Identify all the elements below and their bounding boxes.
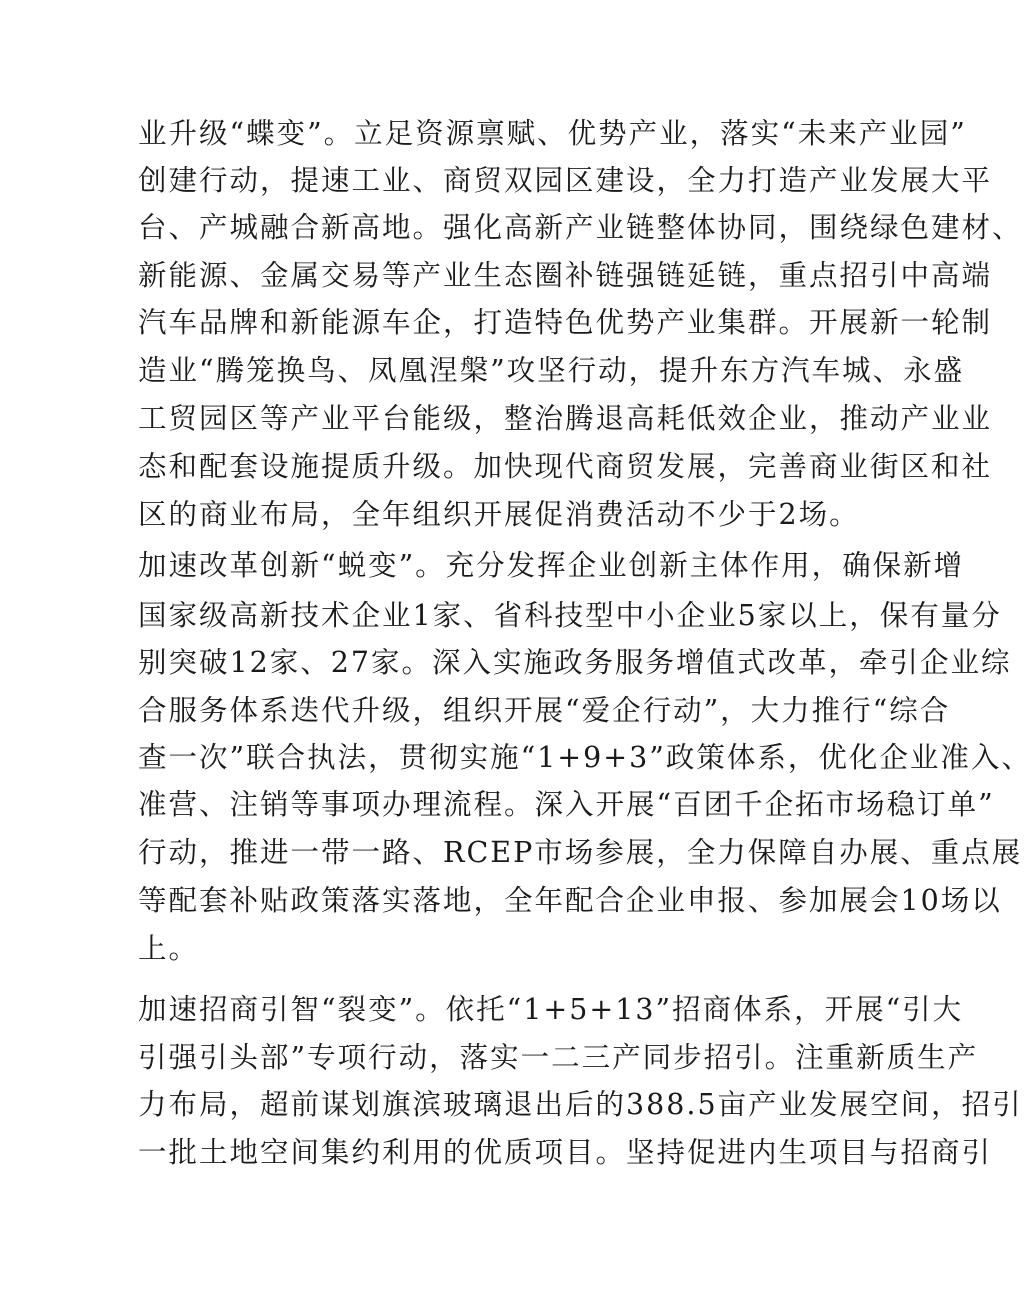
paragraph-line: 合服务体系迭代升级，组织开展“爱企行动”，大力推行“综合 <box>138 694 951 727</box>
paragraph-line: 区的商业布局，全年组织开展促消费活动不少于2场。 <box>138 498 860 531</box>
paragraph-line: 工贸园区等产业平台能级，整治腾退高耗低效企业，推动产业业 <box>138 402 993 435</box>
paragraph-line: 一批土地空间集约利用的优质项目。坚持促进内生项目与招商引 <box>138 1136 993 1169</box>
paragraph-line: 新能源、金属交易等产业生态圈补链强链延链，重点招引中高端 <box>138 259 993 292</box>
paragraph-line: 别突破12家、27家。深入实施政务服务增值式改革，牵引企业综 <box>138 646 1012 679</box>
paragraph-line: 造业“腾笼换鸟、凤凰涅槃”攻坚行动，提升东方汽车城、永盛 <box>138 354 965 387</box>
paragraph-line: 国家级高新技术企业1家、省科技型中小企业5家以上，保有量分 <box>138 599 1002 632</box>
paragraph-line: 态和配套设施提质升级。加快现代商贸发展，完善商业街区和社 <box>138 450 993 483</box>
paragraph-line: 行动，推进一带一路、RCEP市场参展，全力保障自办展、重点展 <box>138 836 1023 869</box>
paragraph-line: 上。 <box>138 932 200 965</box>
paragraph-line: 业升级“蝶变”。立足资源禀赋、优势产业，落实“未来产业园” <box>138 117 967 150</box>
paragraph-line: 加速招商引智“裂变”。依托“1+5+13”招商体系，开展“引大 <box>138 993 964 1026</box>
paragraph-line: 等配套补贴政策落实落地，全年配合企业申报、参加展会10场以 <box>138 884 1002 917</box>
paragraph-line: 力布局，超前谋划旗滨玻璃退出后的388.5亩产业发展空间，招引 <box>138 1088 1023 1121</box>
paragraph-line: 台、产城融合新高地。强化高新产业链整体协同，围绕绿色建材、 <box>138 211 1023 244</box>
paragraph-line: 汽车品牌和新能源车企，打造特色优势产业集群。开展新一轮制 <box>138 306 993 339</box>
paragraph-line: 查一次”联合执法，贯彻实施“1+9+3”政策体系，优化企业准入、 <box>138 741 1032 774</box>
paragraph-line: 加速改革创新“蜕变”。充分发挥企业创新主体作用，确保新增 <box>138 549 965 582</box>
paragraph-line: 创建行动，提速工业、商贸双园区建设，全力打造产业发展大平 <box>138 164 993 197</box>
paragraph-line: 准营、注销等事项办理流程。深入开展“百团千企拓市场稳订单” <box>138 788 995 821</box>
paragraph-line: 引强引头部”专项行动，落实一二三产同步招引。注重新质生产 <box>138 1041 979 1074</box>
